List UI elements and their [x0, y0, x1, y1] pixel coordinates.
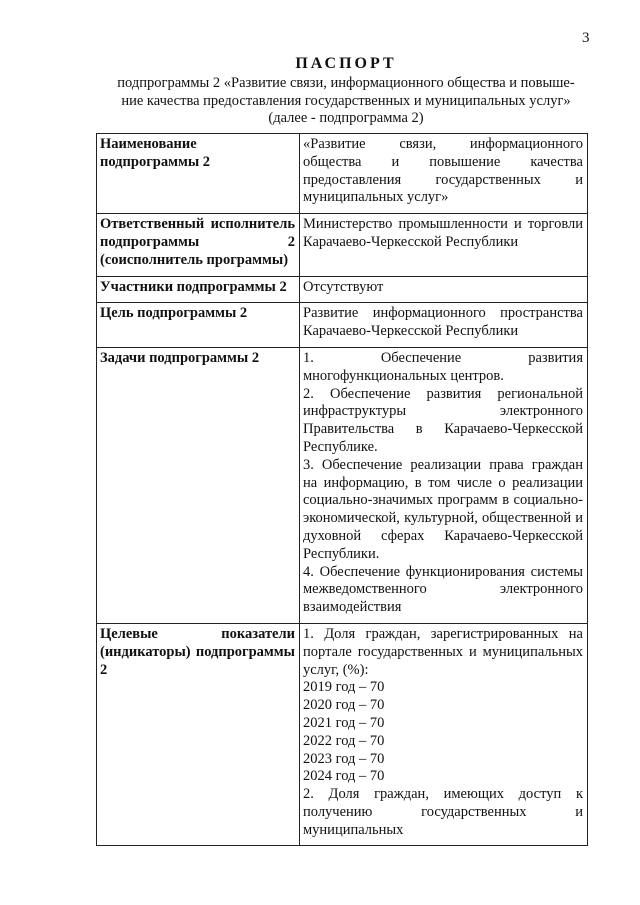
document-header	[90, 54, 602, 128]
value-line: 2. Доля граждан, имеющих доступ к получению государственных и муниципальных	[303, 786, 583, 838]
table-row	[97, 347, 588, 623]
row-value	[300, 623, 588, 846]
value-line: 2023 год – 70	[303, 750, 385, 767]
row-label: Участники подпрограммы 2	[97, 276, 300, 303]
value-line: 3. Обеспечение реализации права граждан на информацию, в том числе о реализации социально-значимых программ в социально-экономической, культурной, общественной и духовной сферах Карачаево-Черкесской Республики.	[303, 456, 583, 562]
value-line: 2. Обеспечение развития региональной инфраструктуры электронного Правительства в Карачаево-Черкесской Республике.	[303, 385, 583, 455]
subtitle-line-3: (далее - подпрограмма 2)	[268, 110, 424, 126]
page-number: 3	[582, 30, 590, 46]
table-row	[97, 623, 588, 846]
row-value	[300, 303, 588, 348]
value-line: Развитие информационного пространства Карачаево-Черкесской Республики	[303, 305, 583, 340]
value-line: Министерство промышленности и торговли Карачаево-Черкесской Республики	[303, 216, 583, 250]
row-value	[300, 134, 588, 214]
value-line: 2020 год – 70	[303, 697, 385, 714]
value-line: «Развитие связи, информационного общества и повышение качества предоставления государственных и муниципальных услуг»	[303, 136, 583, 206]
value-line: 2019 год – 70	[303, 679, 385, 696]
value-line: Отсутствуют	[303, 278, 384, 295]
value-line: 1. Доля граждан, зарегистрированных на портале государственных и муниципальных услуг, (%):	[303, 625, 583, 678]
row-label: Ответственный исполнитель подпрограммы 2 (соисполнитель программы)	[97, 214, 300, 276]
table-row	[97, 134, 588, 214]
passport-title: ПАСПОРТ	[295, 55, 397, 72]
table-row	[97, 303, 588, 348]
value-line: 2022 год – 70	[303, 732, 385, 749]
passport-table	[96, 133, 588, 846]
subtitle-line-1: подпрограммы 2 «Развитие связи, информационного общества и повыше-	[117, 75, 575, 91]
table-row	[97, 276, 588, 303]
row-value	[300, 214, 588, 276]
row-label: Целевые показатели (индикаторы) подпрограммы 2	[97, 623, 300, 846]
value-line: 2024 год – 70	[303, 768, 385, 785]
value-line: 2021 год – 70	[303, 714, 385, 731]
row-label: Задачи подпрограммы 2	[97, 347, 300, 623]
value-line: 1. Обеспечение развития многофункциональных центров.	[303, 349, 583, 384]
row-value	[300, 276, 588, 303]
value-line: 4. Обеспечение функционирования системы межведомственного электронного взаимодействия	[303, 563, 583, 616]
row-label: Наименование подпрограммы 2	[97, 134, 300, 214]
row-value	[300, 347, 588, 623]
subtitle-line-2: ние качества предоставления государственных и муниципальных услуг»	[121, 92, 571, 109]
row-label: Цель подпрограммы 2	[97, 303, 300, 348]
table-row	[97, 214, 588, 276]
